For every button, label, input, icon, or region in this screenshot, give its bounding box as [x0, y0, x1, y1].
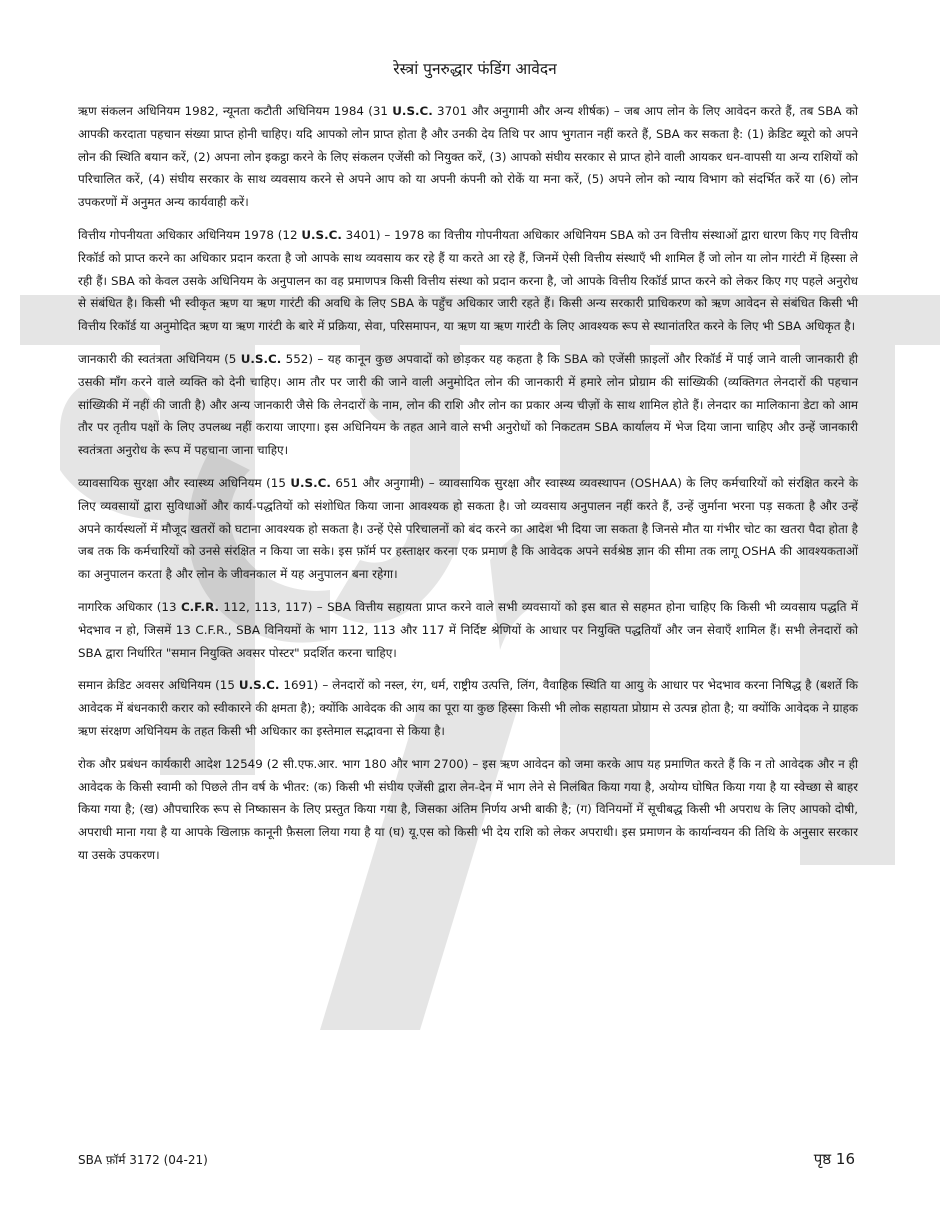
paragraph-heading-bold: C.F.R.: [180, 599, 219, 614]
paragraph-heading: नागरिक अधिकार (13: [78, 599, 181, 614]
paragraph-text: – लेनदारों को नस्ल, रंग, धर्म, राष्ट्रीय उत्पत्ति, लिंग, वैवाहिक स्थिति या आयु के आधार पर भेदभाव करना निषिद्ध है (बशर्ते कि आवेदक में बंधनकारी करार को स्वीकारने की क्षमता है); क्योंकि आवेदक की आय का पूरा या कुछ हिस्सा किसी भी लोक सहायता प्रोग्राम से उत्पन्न होता है; या क्योंकि आवेदक ने ग्राहक ऋण संरक्षण अधिनियम के तहत किसी भी अधिकार का इस्तेमाल सद्भावना से किया है।: [78, 678, 859, 738]
paragraph-heading: 3401): [341, 227, 381, 242]
document-title: रेस्त्रां पुनरुद्धार फंडिंग आवेदन: [393, 60, 557, 78]
paragraph-heading: 1691): [279, 678, 319, 693]
paragraph-occupational-safety-act: [78, 472, 858, 586]
form-id: SBA फ़ॉर्म 3172 (04-21): [78, 1153, 208, 1167]
paragraph-heading: 651 और अनुगामी): [330, 475, 425, 490]
paragraph-heading: व्यावसायिक सुरक्षा और स्वास्थ्य अधिनियम (15: [78, 475, 291, 490]
paragraph-heading: समान क्रेडिट अवसर अधिनियम (15: [78, 678, 239, 693]
paragraph-debarment-order: [78, 753, 858, 867]
paragraph-heading: 3701 और अनुगामी और अन्य शीर्षक): [432, 104, 610, 118]
paragraph-text: – SBA वित्तीय सहायता प्राप्त करने वाले सभी व्यवसायों को इस बात से सहमत होना चाहिए कि किसी भी व्यवसाय पद्धति में भेदभाव न हो, जिसमें 13 C.F.R., SBA विनियमों के भाग 112, 113 और 117 में निर्दिष्ट श्रेणियों के आधार पर नियुक्ति पद्धतियाँ और जन सेवाएँ शामिल हैं। सभी लेनदारों को SBA द्वारा निर्धारित "समान नियुक्ति अवसर पोस्टर" प्रदर्शित करना चाहिए।: [78, 599, 859, 660]
paragraph-text: – जब आप लोन के लिए आवेदन करते हैं, तब SBA को आपकी करदाता पहचान संख्या प्राप्त होनी चाहिए। यदि आपको लोन प्राप्त होता है और उनकी देय तिथि पर आप भुगतान नहीं करते हैं, SBA कर सकता है: (1) क्रेडिट ब्यूरो को अपने लोन की स्थिति बयान करें, (2) अपना लोन इकट्ठा करने के लिए संकलन एजेंसी को नियुक्त करें, (3) आपको संघीय सरकार से प्राप्त होने वाली आयकर धन-वापसी या अन्य राशियों को परिचालित करें, (4) संघीय सरकार के साथ व्यवसाय करने से अपने आप को या अपनी कंपनी को रोकें या मना करें, (5) अपने लोन को न्याय विभाग को संदर्भित करें या (6) लोन उपकरणों में अनुमत अन्य कार्यवाही करें।: [78, 104, 858, 210]
paragraph-text: – इस ऋण आवेदन को जमा करके आप यह प्रमाणित करते हैं कि न तो आवेदक और न ही आवेदक के किसी स्वामी को पिछले तीन वर्ष के भीतर: (क) किसी भी संघीय एजेंसी द्वारा लेन-देन में भाग लेने से निलंबित किया गया है, अयोग्य घोषित किया गया है या स्वेच्छा से बाहर किया गया है; (ख) औपचारिक रूप से निष्कासन के लिए प्रस्तुत किया गया है, जिसका अंतिम निर्णय अभी बाकी है; (ग) विनियमों में सूचीबद्ध किसी भी अपराध के लिए आपको दोषी, अपराधी माना गया है या आपके खिलाफ़ कानूनी फ़ैसला लिया गया है या (घ) यू.एस को किसी भी देय राशि को लेकर अपराधी। इस प्रमाणन के कार्यान्वयन की तिथि के अनुसार सरकार या उसके उपकरण।: [78, 756, 858, 862]
paragraph-financial-privacy-act: [78, 224, 858, 338]
paragraph-heading: 552): [281, 351, 313, 366]
paragraph-civil-rights: [78, 596, 858, 664]
paragraph-text: – 1978 का वित्तीय गोपनीयता अधिकार अधिनियम SBA को उन वित्तीय संस्थाओं द्वारा धारण किए गए वित्तीय रिकॉर्ड को प्राप्त करने का अधिकार प्रदान करता है जो आपके साथ व्यवसाय कर रहे हैं या करते आ रहे हैं, जिनमें ऐसी वित्तीय संस्थाएँ भी शामिल हैं जो लोन या लोन गारंटी में हिस्सा ले रही हैं। SBA को केवल उसके अधिनियम के अनुपालन का वह प्रमाणपत्र किसी वित्तीय संस्था को प्रदान करना है, जो आपके वित्तीय रिकॉर्ड प्राप्त करने को लेकर किए गए पहले अनुरोध से संबंधित है। किसी भी स्वीकृत ऋण या ऋण गारंटी की अवधि के लिए SBA के पहुँच अधिकार जारी रहते हैं। किसी अन्य सरकारी प्राधिकरण को ऋण आवेदन से संबंधित किसी भी वित्तीय रिकॉर्ड या अनुमोदित ऋण या ऋण गारंटी के बारे में प्रक्रिया, सेवा, परिसमापन, या ऋण या ऋण गारंटी के लिए आवश्यक रूप से स्थानांतरित करने के लिए भी SBA अधिकृत है।: [78, 227, 858, 334]
paragraph-heading-bold: U.S.C.: [238, 678, 280, 693]
paragraph-heading: वित्तीय गोपनीयता अधिकार अधिनियम 1978 (12: [78, 227, 302, 242]
paragraph-text: – यह कानून कुछ अपवादों को छोड़कर यह कहता है कि SBA को एजेंसी फ़ाइलों और रिकॉर्ड में पाई जाने वाली जानकारी ही उसकी माँग करने वाले व्यक्ति को देनी चाहिए। आम तौर पर जारी की जाने वाली अनुमोदित लोन की जानकारी में हमारे लोन प्रोग्राम की सांख्यिकी (व्यक्तिगत लेनदारों की पहचान सांख्यिकी में नहीं की जाती है) और अन्य जानकारी जैसे कि लेनदारों के नाम, लोन की राशि और लोन का प्रकार अन्य चीज़ों के साथ शामिल होते हैं। लेनदार का मालिकाना डेटा को आम तौर पर तृतीय पक्षों के लिए उपलब्ध नहीं कराया जाएगा। इस अधिनियम के तहत आने वाले सभी अनुरोधों को निकटतम SBA कार्यालय में भेज दिया जाना चाहिए और उन्हें जानकारी स्वतंत्रता अनुरोध के रूप में पहचाना जाना चाहिए।: [78, 351, 858, 458]
paragraph-heading-bold: U.S.C.: [290, 475, 331, 490]
page-number: पृष्ठ 16: [813, 1150, 855, 1168]
paragraph-heading: जानकारी की स्वतंत्रता अधिनियम (5: [78, 351, 241, 366]
paragraph-debt-collection-act: [78, 100, 858, 214]
paragraph-text: – व्यावसायिक सुरक्षा और स्वास्थ्य व्यवस्थापन (OSHAA) के लिए कर्मचारियों को संरक्षित करने के लिए व्यवसायों द्वारा सुविधाओं और कार्य-पद्धतियों को संशोधित किया जाना आवश्यक हो सकता है। जो व्यवसाय अनुपालन नहीं करते हैं, उन्हें जुर्माना भरना पड़ सकता है और उन्हें अपने कार्यस्थलों में मौजूद खतरों को घटाना आवश्यक हो सकता है। उन्हें ऐसे परिचालनों को बंद करने का आदेश भी दिया जा सकता है जिनसे मौत या गंभीर चोट का खतरा पैदा होता है जब तक कि कर्मचारियों को उनसे संरक्षित न किया जा सके। इस फ़ॉर्म पर हस्ताक्षर करना एक प्रमाण है कि आवेदक अपने सर्वश्रेष्ठ ज्ञान की सीमा तक लागू OSHA की आवश्यकताओं का अनुपालन करता है और लोन के जीवनकाल में यह अनुपालन बना रहेगा।: [78, 475, 858, 582]
paragraph-freedom-of-information-act: [78, 348, 858, 462]
paragraph-heading: ऋण संकलन अधिनियम 1982, न्यूनता कटौती अधिनियम 1984 (31: [78, 104, 393, 118]
paragraph-heading: रोक और प्रबंधन कार्यकारी आदेश 12549 (2 सी.एफ.आर. भाग 180 और भाग 2700): [78, 756, 469, 771]
paragraph-equal-credit-act: [78, 674, 858, 742]
document-body: [78, 100, 858, 877]
paragraph-heading-bold: U.S.C.: [240, 351, 282, 366]
paragraph-heading-bold: U.S.C.: [392, 104, 433, 118]
paragraph-heading: 112, 113, 117): [218, 599, 313, 614]
paragraph-heading-bold: U.S.C.: [301, 227, 342, 242]
